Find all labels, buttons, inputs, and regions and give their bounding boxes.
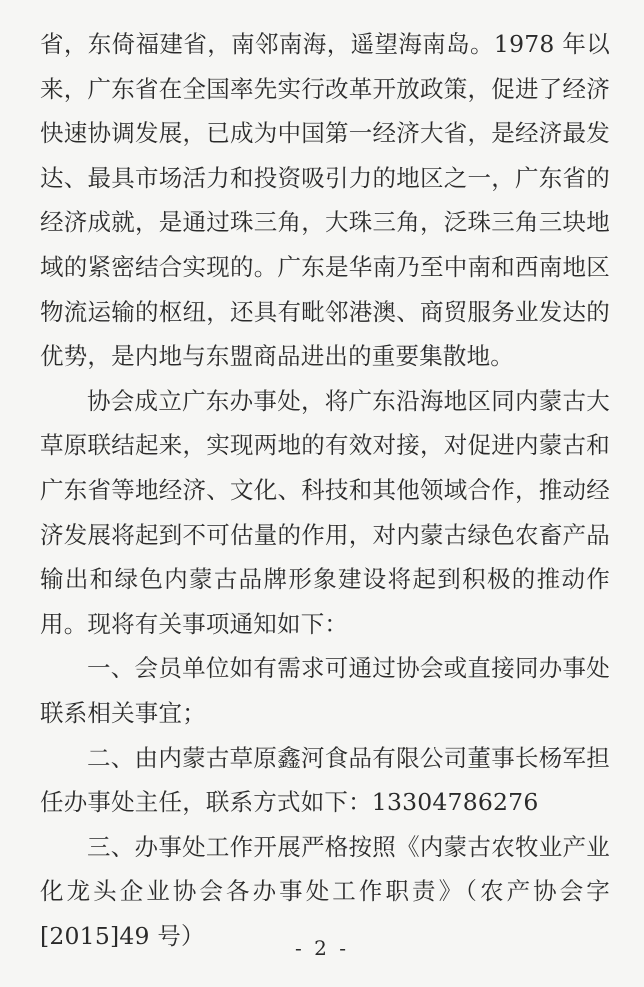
- paragraph-notice-item-1: 一、会员单位如有需求可通过协会或直接同办事处联系相关事宜；: [40, 654, 610, 727]
- paragraph-office-purpose: 协会成立广东办事处，将广东沿海地区同内蒙古大草原联结起来，实现两地的有效对接，对促进内蒙古和广东省等地经济、文化、科技和其他领域合作，推动经济发展将起到不可估量的作用，对内蒙古绿色农畜产品输出和绿色内蒙古品牌形象建设将起到积极的推动作用。现将有关事项通知如下：: [40, 386, 610, 638]
- paragraph-guangdong-economy-continuation: 省，东倚福建省，南邻南海，遥望海南岛。1978 年以来，广东省在全国率先实行改革开放政策，促进了经济快速协调发展，已成为中国第一经济大省，是经济最发达、最具市场活力和投资吸引力的地区之一，广东省的经济成就，是通过珠三角，大珠三角，泛珠三角三块地域的紧密结合实现的。广东是华南乃至中南和西南地区物流运输的枢纽，还具有毗邻港澳、商贸服务业发达的优势，是内地与东盟商品进出的重要集散地。: [40, 30, 610, 371]
- paragraph-notice-item-3: 三、办事处工作开展严格按照《内蒙古农牧业产业化龙头企业协会各办事处工作职责》（农产协会字[2015]49 号）: [40, 832, 610, 950]
- paragraph-notice-item-2: 二、由内蒙古草原鑫河食品有限公司董事长杨军担任办事处主任，联系方式如下：13304786276: [40, 743, 610, 817]
- page-footer: [0, 936, 644, 960]
- page-number: - 2 -: [295, 936, 349, 960]
- document-body: [40, 22, 610, 958]
